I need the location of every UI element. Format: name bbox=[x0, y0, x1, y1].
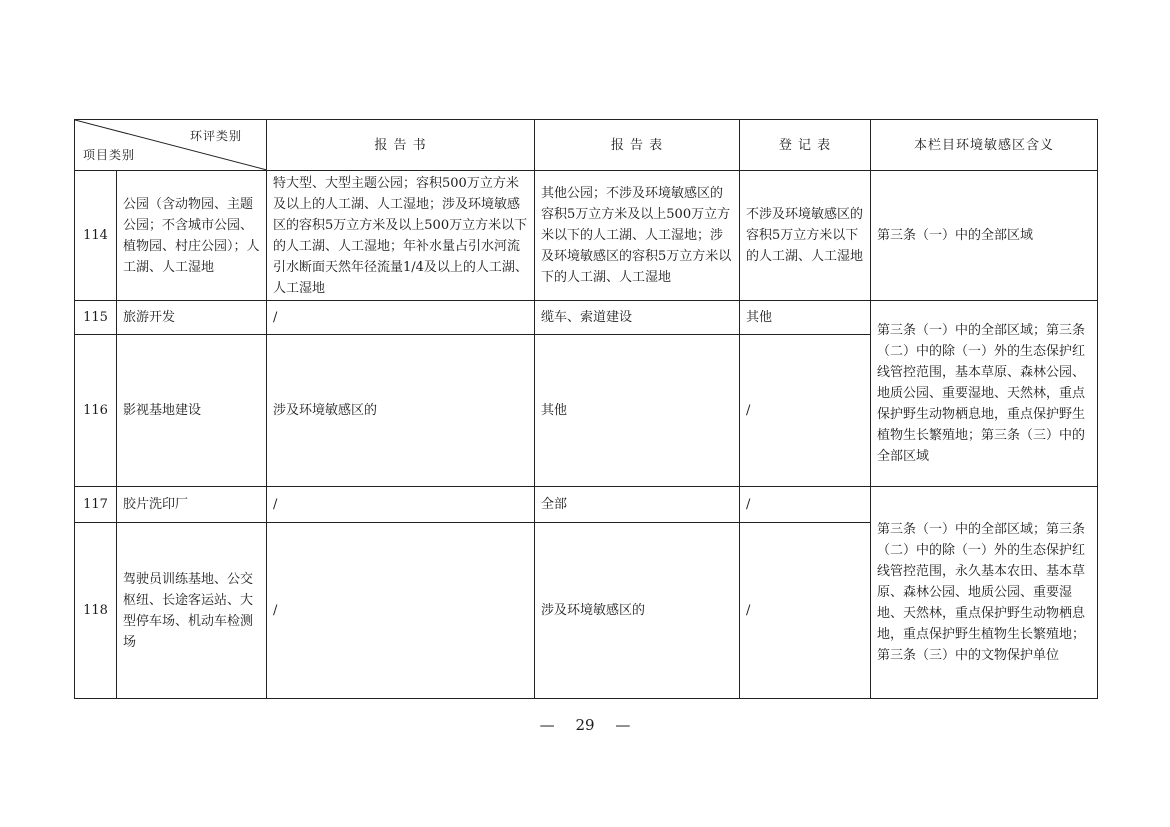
row-number: 115 bbox=[75, 301, 117, 335]
report-criteria: / bbox=[267, 523, 535, 699]
project-category: 旅游开发 bbox=[117, 301, 267, 335]
report-criteria: 特大型、大型主题公园；容积500万立方米及以上的人工湖、人工湿地；涉及环境敏感区的容积5万立方米及以上500万立方米以下的人工湖、人工湿地；年补水量占引水河流引水断面天然年径流量1/4及以上的人工湖、人工湿地 bbox=[267, 171, 535, 301]
table-row bbox=[75, 487, 1098, 523]
report-criteria: 涉及环境敏感区的 bbox=[267, 335, 535, 487]
table-header-row bbox=[75, 120, 1098, 171]
table-row bbox=[75, 301, 1098, 335]
header-meaning: 本栏目环境敏感区含义 bbox=[871, 120, 1098, 171]
sensitive-area-meaning: 第三条（一）中的全部区域；第三条（二）中的除（一）外的生态保护红线管控范围，基本草原、森林公园、地质公园、重要湿地、天然林，重点保护野生动物栖息地，重点保护野生植物生长繁殖地；第三条（三）中的全部区域 bbox=[871, 301, 1098, 487]
register-criteria: 不涉及环境敏感区的容积5万立方米以下的人工湖、人工湿地 bbox=[740, 171, 871, 301]
register-criteria: / bbox=[740, 487, 871, 523]
classification-table bbox=[74, 119, 1098, 699]
diagonal-header-cell bbox=[75, 120, 267, 171]
page-number: 29 bbox=[575, 716, 595, 734]
row-number: 118 bbox=[75, 523, 117, 699]
header-env-category: 环评类别 bbox=[189, 129, 242, 143]
row-number: 117 bbox=[75, 487, 117, 523]
report-table-criteria: 其他公园；不涉及环境敏感区的容积5万立方米及以上500万立方米以下的人工湖、人工湿地；涉及环境敏感区的容积5万立方米以下的人工湖、人工湿地 bbox=[535, 171, 740, 301]
header-register: 登 记 表 bbox=[740, 120, 871, 171]
project-category: 胶片洗印厂 bbox=[117, 487, 267, 523]
header-report: 报 告 书 bbox=[267, 120, 535, 171]
register-criteria: / bbox=[740, 523, 871, 699]
page-footer bbox=[0, 716, 1170, 734]
report-table-criteria: 涉及环境敏感区的 bbox=[535, 523, 740, 699]
register-criteria: / bbox=[740, 335, 871, 487]
sensitive-area-meaning: 第三条（一）中的全部区域；第三条（二）中的除（一）外的生态保护红线管控范围，永久基本农田、基本草原、森林公园、地质公园、重要湿地、天然林，重点保护野生动物栖息地，重点保护野生植物生长繁殖地；第三条（三）中的文物保护单位 bbox=[871, 487, 1098, 699]
header-report-table: 报 告 表 bbox=[535, 120, 740, 171]
header-project-category: 项目类别 bbox=[83, 148, 136, 162]
row-number: 114 bbox=[75, 171, 117, 301]
register-criteria: 其他 bbox=[740, 301, 871, 335]
footer-dash-right: — bbox=[615, 716, 631, 734]
report-table-criteria: 其他 bbox=[535, 335, 740, 487]
report-criteria: / bbox=[267, 301, 535, 335]
project-category: 驾驶员训练基地、公交枢纽、长途客运站、大型停车场、机动车检测场 bbox=[117, 523, 267, 699]
project-category: 影视基地建设 bbox=[117, 335, 267, 487]
report-table-criteria: 全部 bbox=[535, 487, 740, 523]
table-row bbox=[75, 171, 1098, 301]
row-number: 116 bbox=[75, 335, 117, 487]
project-category: 公园（含动物园、主题公园；不含城市公园、植物园、村庄公园）；人工湖、人工湿地 bbox=[117, 171, 267, 301]
footer-dash-left: — bbox=[539, 716, 555, 734]
report-table-criteria: 缆车、索道建设 bbox=[535, 301, 740, 335]
sensitive-area-meaning: 第三条（一）中的全部区域 bbox=[871, 171, 1098, 301]
report-criteria: / bbox=[267, 487, 535, 523]
